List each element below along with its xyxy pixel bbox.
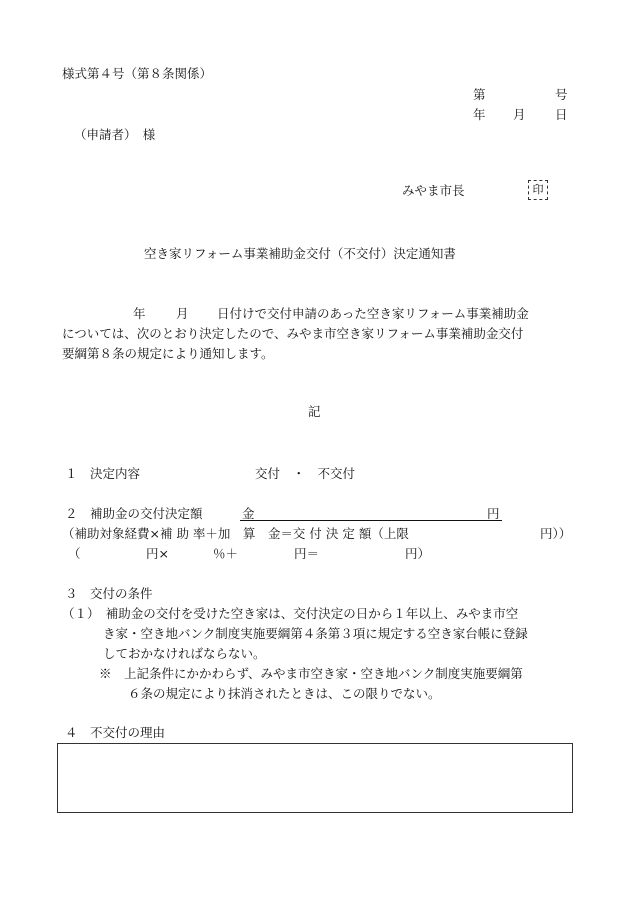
item1-options: 交付 ・ 不交付 [255,466,356,481]
condition-1-line-b: き家・空き地バンク制度実施要綱第４条第３項に規定する空き家台帳に登録 [103,626,528,641]
form-number: 様式第４号（第８条関係） [62,66,213,81]
body-year: 年 [133,306,146,321]
date-year: 年 [473,107,486,122]
body-line-2: については、次のとおり決定したので、みやま市空き家リフォーム事業補助金交付 [62,326,524,341]
amount-underline [240,520,502,521]
document-number-prefix: 第 [473,87,486,102]
calc-yen-1: 円× [146,546,169,561]
condition-1-line-a: （１） 補助金の交付を受けた空き家は、交付決定の日から１年以上、みやま市空 [62,606,519,621]
item3-label: ３ 交付の条件 [65,586,153,601]
date-month: 月 [513,107,526,122]
document-number-suffix: 号 [555,87,568,102]
item1-label: １ 決定内容 [65,466,141,481]
body-line-1: 日付けで交付申請のあった空き家リフォーム事業補助金 [217,306,529,321]
seal-stamp: 印 [528,180,548,200]
formula-line-end: 円）） [540,526,572,541]
date-day: 日 [555,107,568,122]
document-title: 空き家リフォーム事業補助金交付（不交付）決定通知書 [144,246,456,261]
applicant-name: （申請者） 様 [74,127,156,142]
body-month: 月 [176,306,189,321]
issuer-name: みやま市長 [402,183,465,198]
note-line-b: ６条の規定により抹消されたときは、この限りでない。 [128,686,441,701]
calc-yen-3: 円） [405,546,431,561]
amount-prefix: 金 [242,506,255,521]
item2-label: ２ 補助金の交付決定額 [65,506,203,521]
item4-label: ４ 不交付の理由 [65,725,166,740]
reason-box[interactable] [57,743,573,813]
amount-unit: 円 [487,506,500,521]
formula-line: （補助対象経費×補 助 率＋加 算 金＝交 付 決 定 額（上限 [62,526,409,541]
note-line-a: ※ 上記条件にかかわらず、みやま市空き家・空き地バンク制度実施要綱第 [99,666,523,681]
body-line-3: 要綱第８条の規定により通知します。 [62,346,274,361]
condition-1-line-c: しておかなければならない。 [103,646,266,661]
calc-yen-2: 円＝ [294,546,320,561]
ki-heading: 記 [308,404,321,419]
calc-open: （ [68,546,81,561]
calc-percent: ％＋ [213,546,239,561]
